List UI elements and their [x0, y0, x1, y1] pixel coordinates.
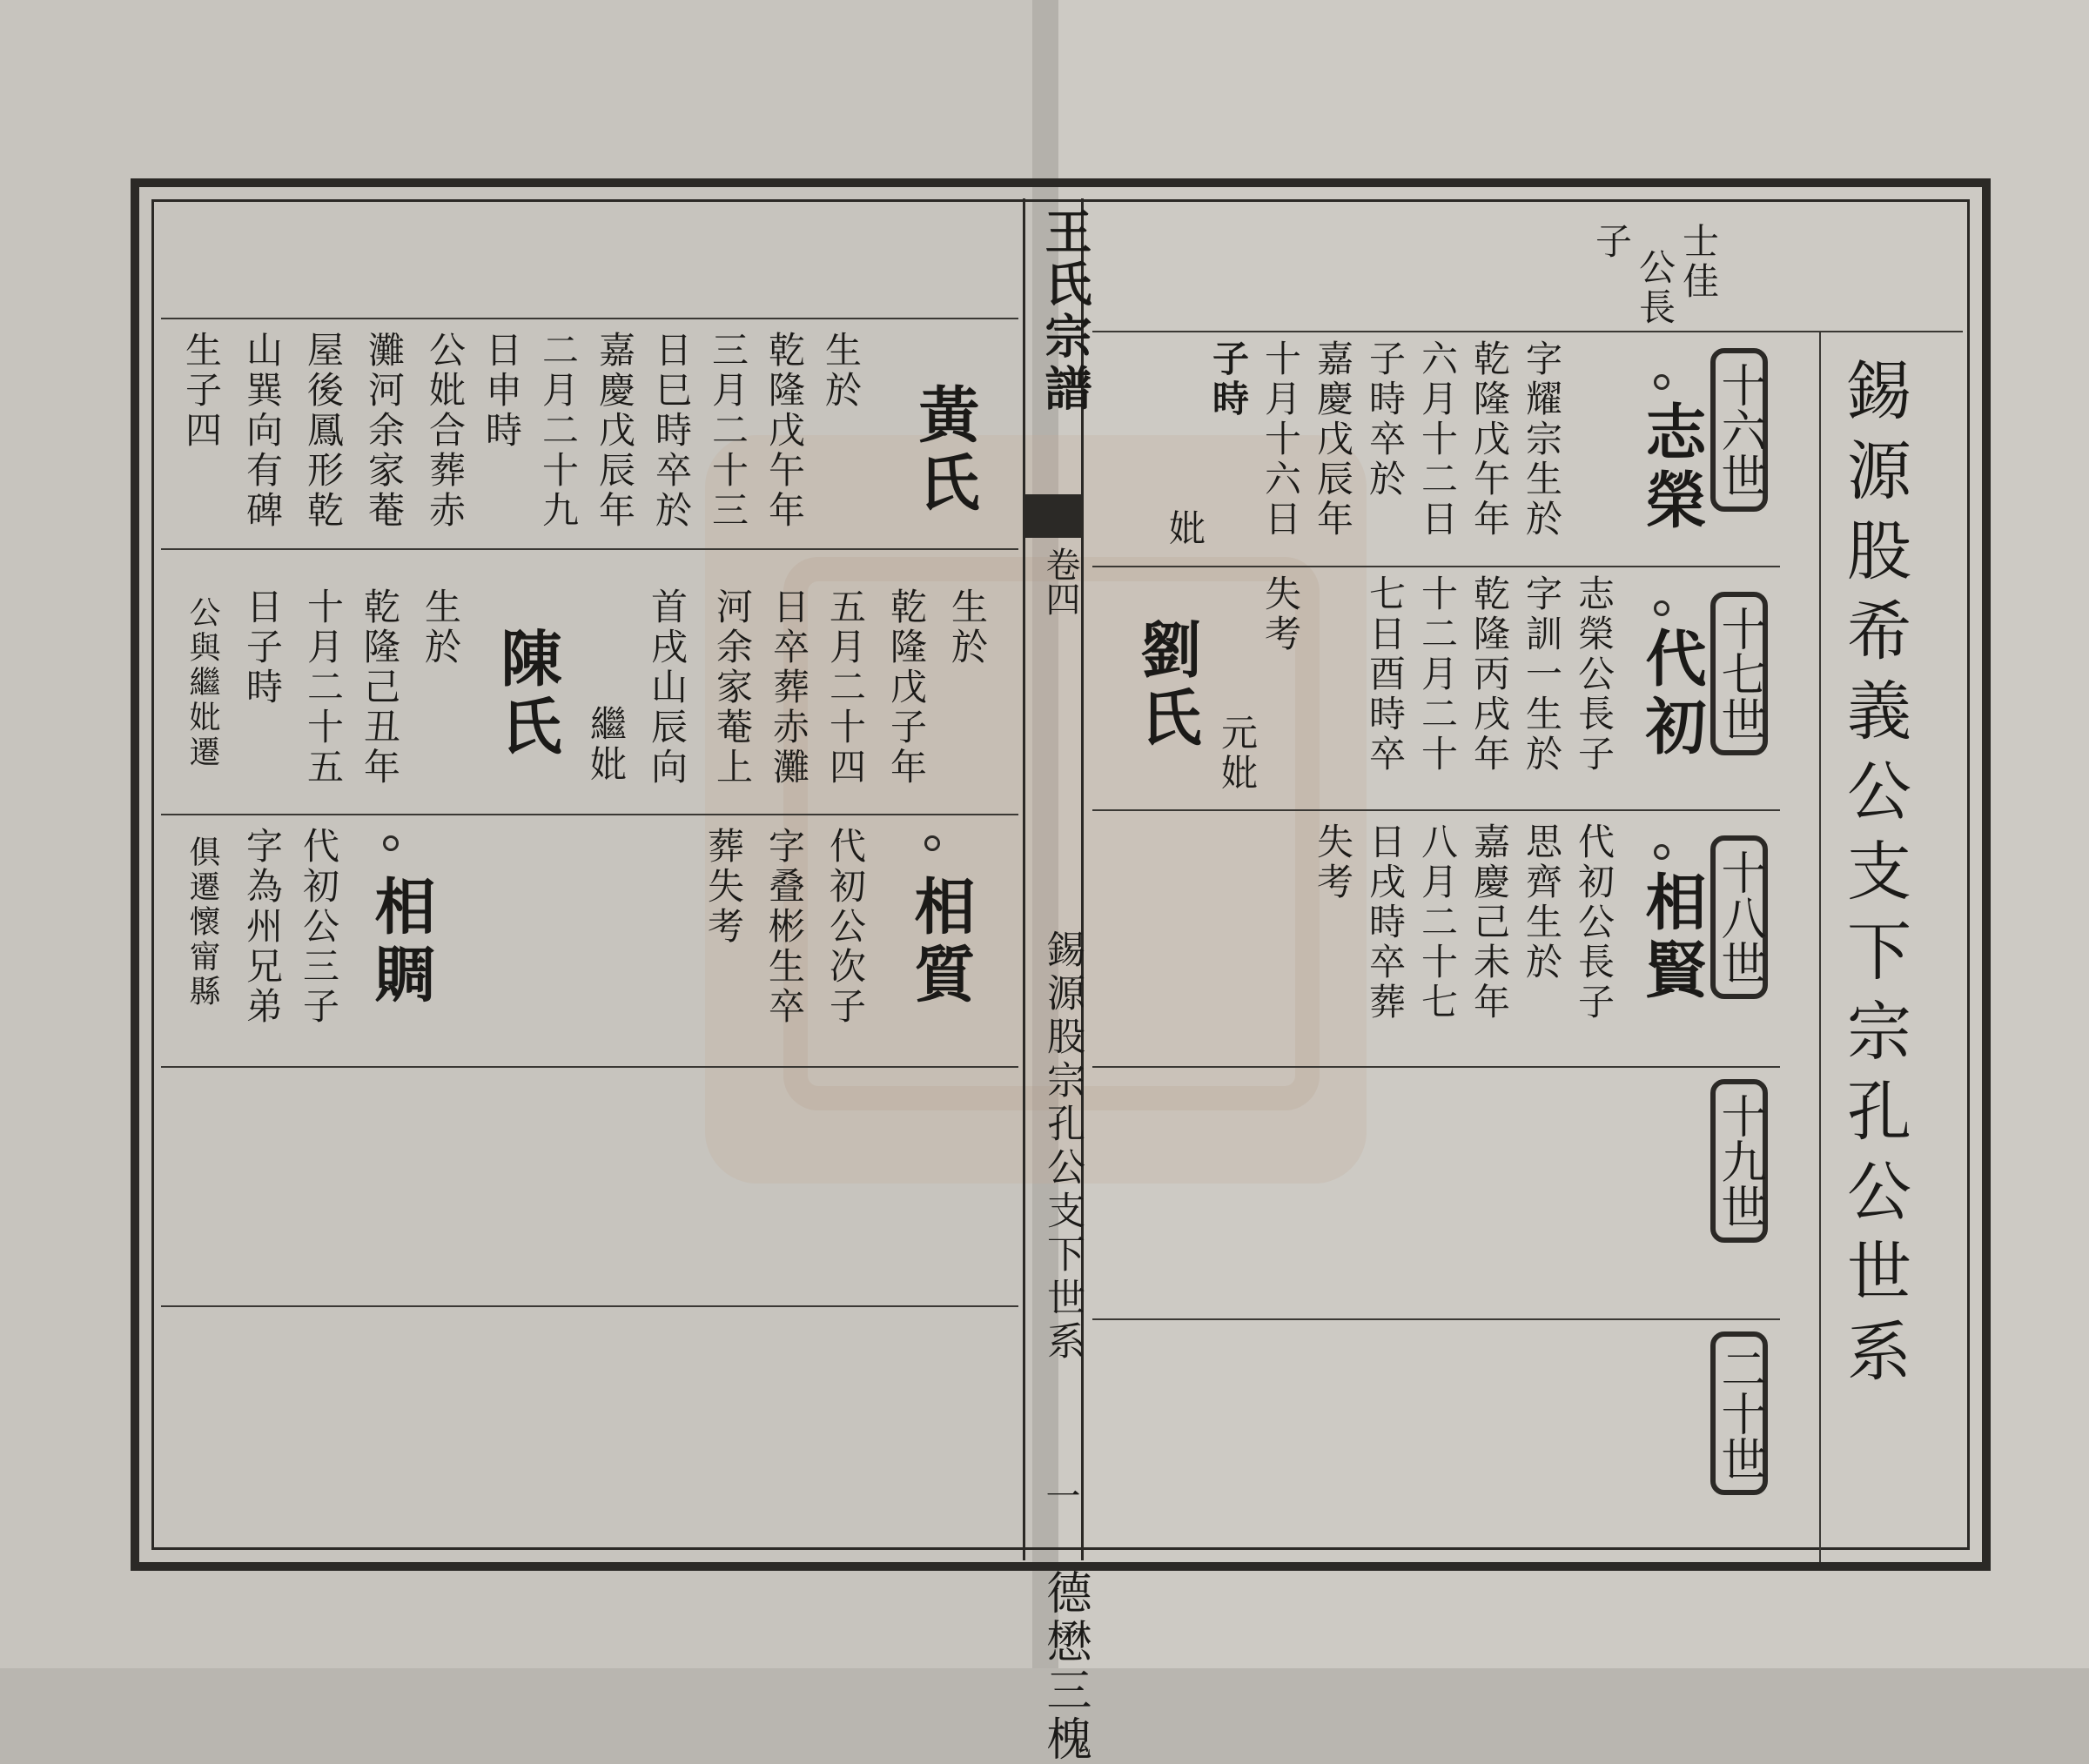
rule-line	[1092, 331, 1963, 332]
rule-line	[1092, 809, 1780, 811]
entry-line: 生於	[820, 331, 863, 411]
top-note-line: 子	[1590, 222, 1633, 262]
entry-name: 代初	[1636, 627, 1708, 762]
rule-line	[161, 814, 1018, 815]
rule-line	[1092, 1066, 1780, 1068]
entry-line: 三月二十三	[707, 331, 749, 531]
chen-note: 繼妣	[585, 705, 628, 785]
generation-badge: 十六世	[1710, 348, 1768, 512]
lineage-marker-icon	[1654, 600, 1669, 616]
entry-line: 七日酉時卒	[1364, 574, 1407, 775]
entry-name: 相賙	[365, 875, 437, 1010]
entry-line: 乾隆戊子年	[885, 587, 928, 788]
entry-line: 山巽向有碑	[241, 331, 284, 531]
entry-line: 公妣合葬赤	[424, 331, 467, 531]
rule-line	[161, 1305, 1018, 1307]
entry-line: 十二月二十	[1416, 574, 1459, 775]
generation-badge: 十九世	[1710, 1079, 1768, 1243]
entry-line: 嘉慶戊辰年	[1312, 339, 1354, 540]
wife-label: 妣	[1164, 509, 1206, 549]
entry-line: 子時卒於	[1364, 339, 1407, 500]
rule-line	[161, 548, 1018, 550]
entry-line: 十月十六日	[1259, 339, 1302, 540]
entry-line: 字叠彬生卒	[763, 827, 806, 1027]
section-title: 錫源股宗孔公支下世系	[1040, 929, 1085, 1365]
generation-badge: 十八世	[1710, 835, 1768, 999]
entry-line: 屋後鳳形乾	[302, 331, 345, 531]
entry-line: 八月二十七	[1416, 822, 1459, 1023]
entry-line: 乾隆戊午年	[763, 331, 806, 531]
wife-name: 陳氏	[491, 627, 563, 762]
entry-line: 乾隆戊午年	[1468, 339, 1511, 540]
entry-line: 乾隆己丑年	[359, 587, 401, 788]
wife-note: 元妣	[1216, 714, 1259, 794]
entry-line: 志榮公長子	[1573, 574, 1615, 775]
lineage-marker-icon	[1654, 844, 1669, 860]
rule-line	[1092, 566, 1780, 567]
right-page-title: 錫源股希義公支下宗孔公世系	[1837, 357, 1911, 1398]
rule-line	[161, 318, 1018, 319]
entry-line: 生於	[946, 587, 989, 667]
entry-line: 首戌山辰向	[646, 587, 688, 788]
entry-line: 日巳時卒於	[650, 331, 693, 531]
entry-line: 代初公長子	[1573, 822, 1615, 1023]
entry-line: 二月二十九	[537, 331, 580, 531]
spine-black-band	[1025, 494, 1081, 538]
entry-line: 日申時	[480, 331, 523, 451]
entry-line: 生子四	[180, 331, 223, 451]
entry-line: 失考	[1259, 574, 1302, 654]
entry-line: 五月二十四	[824, 587, 867, 788]
entry-line: 失考	[1312, 822, 1354, 902]
entry-line: 俱遷懷甯縣	[185, 835, 220, 1009]
rule-line	[161, 1066, 1018, 1068]
entry-name: 相質	[904, 875, 977, 1010]
lineage-marker-icon	[924, 835, 940, 851]
rule-line	[1092, 1318, 1780, 1320]
lineage-marker-icon	[383, 835, 399, 851]
book-title: 王氏宗譜	[1038, 207, 1093, 416]
wife-name: 黃氏	[909, 383, 981, 519]
entry-line: 生於	[420, 587, 462, 667]
entry-name: 志榮	[1636, 400, 1708, 536]
entry-line: 字耀宗生於	[1521, 339, 1563, 540]
entry-line: 嘉慶己未年	[1468, 822, 1511, 1023]
rule-line	[1819, 331, 1821, 1562]
generation-badge: 二十世	[1710, 1331, 1768, 1495]
entry-line: 乾隆丙戌年	[1468, 574, 1511, 775]
entry-line: 灘河余家菴	[363, 331, 406, 531]
top-note-line: 士佳	[1677, 222, 1720, 302]
wife-name: 劉氏	[1131, 618, 1203, 754]
entry-line: 字訓一生於	[1521, 574, 1563, 775]
page-number: 一	[1040, 1478, 1080, 1512]
entry-line: 六月十二日	[1416, 339, 1459, 540]
generation-badge: 十七世	[1710, 592, 1768, 755]
entry-line: 葬失考	[702, 827, 745, 947]
entry-line: 字為州兄弟	[241, 827, 284, 1027]
entry-line: 公與繼妣遷	[185, 596, 220, 770]
entry-line: 日戌時卒葬	[1364, 822, 1407, 1023]
entry-name: 相賢	[1636, 870, 1708, 1006]
lineage-marker-icon	[1654, 374, 1669, 390]
entry-line: 日子時	[241, 587, 284, 708]
entry-line: 日卒葬赤灘	[768, 587, 810, 788]
entry-line: 代初公次子	[824, 827, 867, 1027]
entry-line: 子時	[1207, 339, 1250, 419]
entry-line: 嘉慶戊辰年	[594, 331, 636, 531]
top-note-line: 公長	[1634, 248, 1676, 328]
hall-name: 德懋三槐	[1038, 1569, 1091, 1764]
center-spine	[1023, 198, 1093, 1764]
entry-line: 思齊生於	[1521, 822, 1563, 983]
entry-line: 十月二十五	[302, 587, 345, 788]
entry-line: 代初公三子	[298, 827, 340, 1027]
volume-label: 卷四	[1040, 547, 1080, 616]
entry-line: 河余家菴上	[711, 587, 754, 788]
